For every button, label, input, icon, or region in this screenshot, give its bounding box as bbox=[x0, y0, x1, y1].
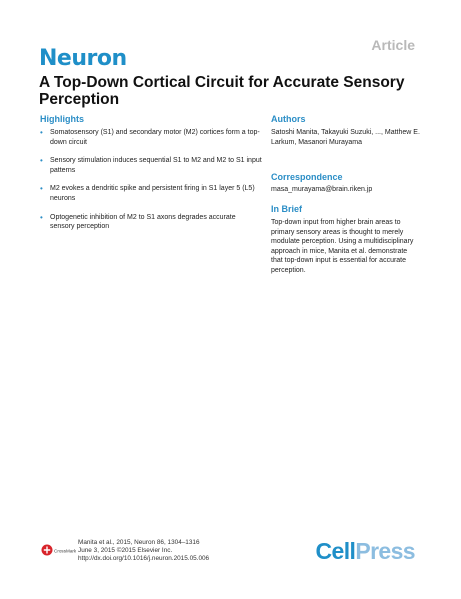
citation-line: Manita et al., 2015, Neuron 86, 1304–1316 bbox=[78, 539, 200, 546]
in-brief-heading: In Brief bbox=[271, 204, 303, 214]
highlight-text: Somatosensory (S1) and secondary motor (M2) cortices form a top-down circuit bbox=[50, 129, 260, 146]
authors-heading: Authors bbox=[271, 114, 306, 124]
highlight-text: M2 evokes a dendritic spike and persistent firing in S1 layer 5 (L5) neurons bbox=[50, 185, 255, 202]
article-title: A Top-Down Cortical Circuit for Accurate Sensory Perception bbox=[39, 74, 405, 108]
highlights-heading: Highlights bbox=[40, 114, 84, 124]
highlight-item bbox=[40, 184, 262, 203]
crossmark-icon[interactable] bbox=[40, 543, 76, 557]
highlight-text: Optogenetic inhibition of M2 to S1 axons degrades accurate sensory perception bbox=[50, 213, 236, 231]
cellpress-logo-press: Press bbox=[355, 538, 415, 564]
highlights-list bbox=[40, 128, 262, 241]
bullet-icon: • bbox=[40, 212, 43, 222]
bullet-icon: • bbox=[40, 128, 43, 137]
citation-block bbox=[78, 539, 278, 564]
crossmark-label: CrossMark bbox=[54, 548, 76, 554]
bullet-icon: • bbox=[40, 156, 43, 166]
highlight-item bbox=[40, 213, 262, 232]
bullet-icon: • bbox=[40, 184, 43, 194]
correspondence-email[interactable]: masa_murayama@brain.riken.jp bbox=[271, 186, 373, 193]
highlight-item bbox=[40, 156, 262, 175]
citation-date: June 3, 2015 ©2015 Elsevier Inc. bbox=[78, 547, 173, 555]
article-type-label: Article bbox=[371, 37, 415, 53]
cellpress-logo-cell: Cell bbox=[315, 538, 356, 564]
cellpress-logo bbox=[316, 538, 415, 565]
doi-link[interactable]: http://dx.doi.org/10.1016/j.neuron.2015.05.006 bbox=[78, 555, 210, 563]
highlight-item bbox=[40, 128, 262, 147]
correspondence-heading: Correspondence bbox=[271, 172, 343, 182]
authors-list: Satoshi Manita, Takayuki Suzuki, ..., Matthew E. Larkum, Masanori Murayama bbox=[271, 129, 420, 146]
journal-logo: Neuron bbox=[39, 46, 127, 71]
in-brief-text: Top-down input from higher brain areas to primary sensory areas is thought to merely modulate perception. Using a multidisciplinary approach in mice, Manita et al. demonstrate that top-down input is essential for accurate perception. bbox=[271, 219, 414, 274]
highlight-text: Sensory stimulation induces sequential S1 to M2 and M2 to S1 input patterns bbox=[50, 157, 262, 174]
